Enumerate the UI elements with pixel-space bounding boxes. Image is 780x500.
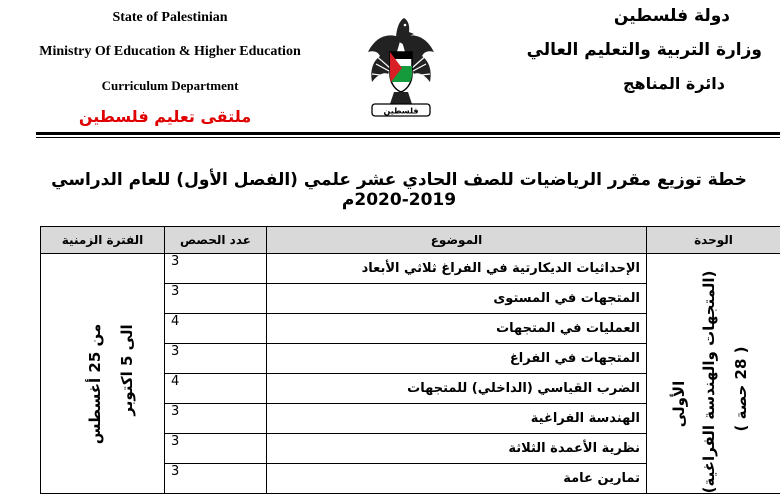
column-header-topic: الموضوع	[267, 227, 647, 254]
distribution-table	[40, 226, 780, 494]
lesson-count-cell: 3	[165, 344, 267, 374]
table-row	[41, 254, 780, 284]
lesson-count-cell: 3	[165, 254, 267, 284]
unit-name: (المتجهات والهندسة الفراغية)	[700, 270, 718, 494]
palestine-eagle-emblem-icon	[364, 8, 438, 122]
header-arabic-state: دولة فلسطين	[613, 6, 730, 26]
lesson-count-cell: 3	[165, 464, 267, 494]
topic-cell: العمليات في المتجهات	[267, 314, 647, 344]
lesson-count-cell: 3	[165, 434, 267, 464]
period-cell	[41, 254, 165, 494]
lesson-count-cell: 3	[165, 404, 267, 434]
column-header-unit: الوحدة	[647, 227, 780, 254]
topic-cell: المتجهات في المستوى	[267, 284, 647, 314]
topic-cell: الإحداثيات الديكارتية في الفراغ ثلاثي الأبعاد	[267, 254, 647, 284]
column-header-period: الفترة الزمنية	[41, 227, 165, 254]
topic-cell: تمارين عامة	[267, 464, 647, 494]
header-english-department: Curriculum Department	[101, 78, 239, 93]
unit-cell	[647, 254, 780, 494]
unit-total-lessons: ( 28 حصة )	[732, 346, 750, 432]
lesson-count-cell: 3	[165, 284, 267, 314]
forum-name: ملتقى تعليم فلسطين	[78, 107, 252, 126]
topic-cell: المتجهات في الفراغ	[267, 344, 647, 374]
lesson-count-cell: 4	[165, 314, 267, 344]
header-english-state: State of Palestinian	[112, 10, 228, 25]
period-from: من 25 أغسطس	[86, 323, 104, 445]
topic-cell: الهندسة الفراغية	[267, 404, 647, 434]
lesson-count-cell: 4	[165, 374, 267, 404]
column-header-count: عدد الحصص	[165, 227, 267, 254]
topic-cell: نظرية الأعمدة الثلاثة	[267, 434, 647, 464]
header-divider-thin	[36, 137, 780, 138]
header-arabic-department: دائرة المناهج	[622, 74, 725, 93]
emblem-caption: فلسطين	[383, 106, 419, 116]
period-to: الى 5 اكتوبر	[118, 324, 136, 416]
plan-title: خطة توزيع مقرر الرياضيات للصف الحادي عشر علمي (الفصل الأول) للعام الدراسي 2019-2020م	[51, 170, 747, 210]
header-arabic-ministry: وزارة التربية والتعليم العالي	[526, 40, 762, 60]
table-header-row	[41, 227, 780, 254]
header-english-ministry: Ministry Of Education & Higher Education	[39, 44, 301, 59]
header-divider-thick	[36, 132, 780, 135]
topic-cell: الضرب القياسي (الداخلي) للمتجهات	[267, 374, 647, 404]
unit-ordinal: الأولى	[670, 380, 688, 428]
